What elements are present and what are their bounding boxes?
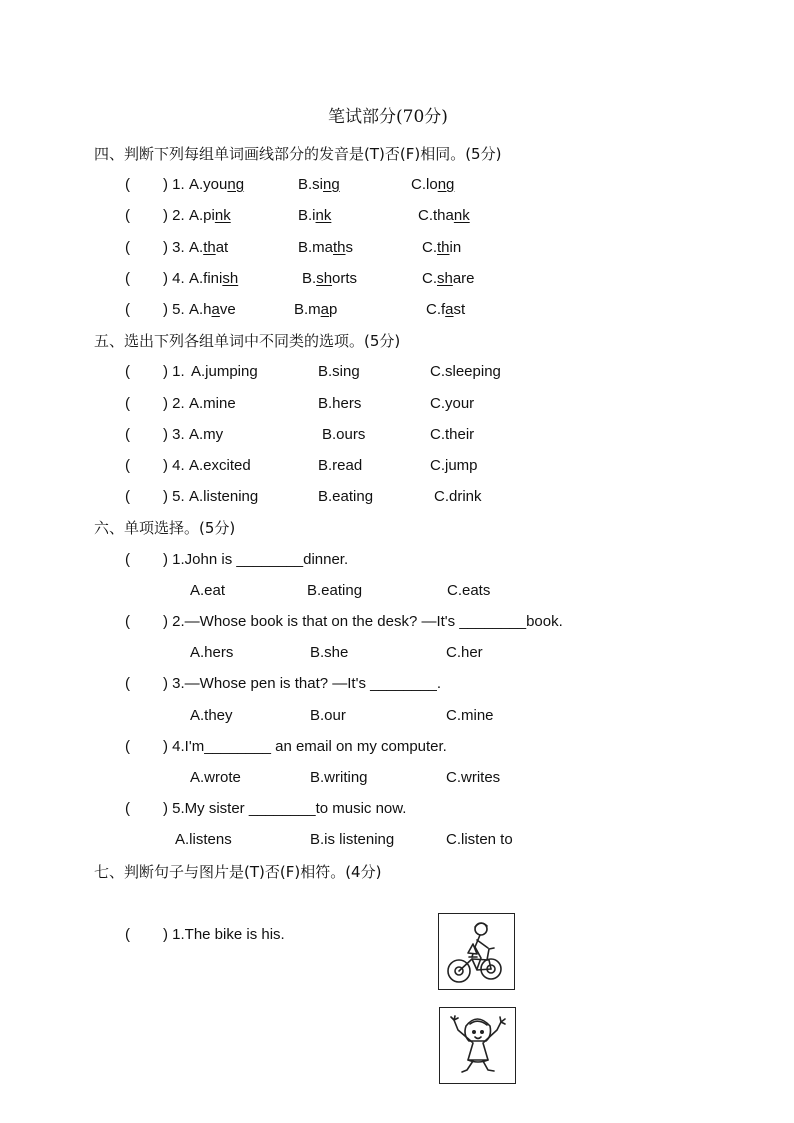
answer-paren: ( (125, 395, 130, 412)
option-text: C. (422, 239, 437, 256)
question-number: ) 4. (163, 457, 185, 474)
section-6-question-2 (125, 613, 563, 631)
underlined-sound: ng (437, 176, 455, 193)
underlined-sound: ng (227, 176, 245, 193)
option-c[interactable]: C.mine (446, 707, 494, 724)
section-4-question-2 (125, 207, 185, 225)
option-b[interactable]: B.writing (310, 769, 368, 786)
underlined-sound: a (211, 301, 220, 318)
underlined-sound: a (320, 301, 330, 318)
option-c (411, 176, 454, 194)
option-text: C. (422, 270, 437, 287)
underlined-sound: nk (315, 207, 332, 224)
answer-paren: ( (125, 363, 130, 380)
underlined-sound: ng (323, 176, 340, 193)
option-text: p (329, 301, 338, 318)
section-4-question-5 (125, 301, 185, 319)
option-a (189, 207, 231, 225)
answer-paren: ( (125, 457, 130, 474)
option-a[interactable]: A.wrote (190, 769, 241, 786)
answer-paren: ( (125, 926, 130, 943)
option-b: B.read (318, 457, 363, 474)
option-text: in (449, 239, 462, 256)
option-c: C.your (430, 395, 475, 412)
option-text: C.f (426, 301, 446, 318)
answer-paren: ( (125, 738, 130, 755)
option-c (422, 239, 461, 257)
option-text: C.tha (418, 207, 454, 224)
option-c: C.drink (434, 488, 482, 505)
section-6-question-1 (125, 551, 348, 569)
option-b: B.eating (318, 488, 374, 505)
question-text: ) 1.John is ________dinner. (163, 551, 349, 568)
option-b[interactable]: B.eating (307, 582, 363, 599)
option-text: C.lo (411, 176, 438, 193)
option-b: B.ours (322, 426, 366, 443)
option-text: B.ma (298, 239, 334, 256)
underlined-sound: nk (214, 207, 231, 224)
option-a[interactable]: A.hers (190, 644, 234, 661)
question-text: ) 1.The bike is his. (163, 926, 285, 943)
option-a: A.mine (189, 395, 236, 412)
section-7-heading: 七、判断句子与图片是(T)否(F)相符。(4分) (94, 863, 382, 881)
option-text: B.si (298, 176, 324, 193)
option-c[interactable]: C.eats (447, 582, 491, 599)
answer-paren: ( (125, 800, 130, 817)
section-6-heading: 六、单项选择。(5分) (94, 519, 236, 537)
option-b (298, 207, 331, 225)
question-number: ) 3. (163, 239, 185, 256)
option-b (298, 176, 340, 194)
option-a[interactable]: A.listens (175, 831, 232, 848)
option-text: A. (189, 239, 204, 256)
question-number: ) 2. (163, 207, 185, 224)
option-text: A.you (189, 176, 228, 193)
option-text: B.m (294, 301, 321, 318)
option-text: B.i (298, 207, 316, 224)
option-a: A.jumping (191, 363, 258, 380)
section-5-question-3 (125, 426, 185, 444)
option-text: at (215, 239, 229, 256)
underlined-sound: sh (316, 270, 333, 287)
section-5-question-1 (125, 363, 185, 381)
underlined-sound: sh (222, 270, 239, 287)
underlined-sound: th (333, 239, 346, 256)
question-number: ) 1. (163, 363, 185, 380)
option-c[interactable]: C.listen to (446, 831, 513, 848)
question-text: ) 2.—Whose book is that on the desk? —It's ________book. (163, 613, 563, 630)
answer-paren: ( (125, 239, 130, 256)
answer-paren: ( (125, 207, 130, 224)
option-b (302, 270, 357, 288)
option-a[interactable]: A.they (190, 707, 233, 724)
option-c: C.their (430, 426, 475, 443)
option-text: A.pi (189, 207, 215, 224)
section-5-heading: 五、选出下列各组单词中不同类的选项。(5分) (94, 332, 401, 350)
option-text: are (452, 270, 475, 287)
question-number: ) 5. (163, 488, 185, 505)
section-4-question-1 (125, 176, 185, 194)
bike-rider-image (438, 913, 515, 990)
question-number: ) 2. (163, 395, 185, 412)
option-b (298, 239, 353, 257)
option-a (189, 270, 238, 288)
section-6-question-5 (125, 800, 406, 818)
section-5-question-5 (125, 488, 185, 506)
option-a (189, 176, 244, 194)
option-c (426, 301, 465, 319)
option-text: s (345, 239, 354, 256)
option-a[interactable]: A.eat (190, 582, 226, 599)
option-c[interactable]: C.writes (446, 769, 501, 786)
question-number: ) 4. (163, 270, 185, 287)
option-a (189, 239, 228, 257)
girl-jumping-illustration (440, 1008, 515, 1083)
option-text: st (453, 301, 466, 318)
answer-paren: ( (125, 488, 130, 505)
underlined-sound: a (445, 301, 454, 318)
option-text: ve (219, 301, 236, 318)
section-4-question-3 (125, 239, 185, 257)
section-5-question-4 (125, 457, 185, 475)
section-6-question-4 (125, 738, 447, 756)
option-b (294, 301, 337, 319)
option-c: C.jump (430, 457, 478, 474)
option-text: A.h (189, 301, 212, 318)
answer-paren: ( (125, 426, 130, 443)
option-a: A.listening (189, 488, 259, 505)
question-number: ) 1. (163, 176, 185, 193)
option-b[interactable]: B.she (310, 644, 349, 661)
section-5-question-2 (125, 395, 185, 413)
option-text: A.fini (189, 270, 223, 287)
question-number: ) 5. (163, 301, 185, 318)
option-a (189, 301, 236, 319)
option-text: B. (302, 270, 317, 287)
page-title: 笔试部分(70分) (328, 107, 448, 127)
underlined-sound: th (437, 239, 450, 256)
underlined-sound: nk (453, 207, 470, 224)
section-4-heading: 四、判断下列每组单词画线部分的发音是(T)否(F)相同。(5分) (94, 145, 502, 163)
answer-paren: ( (125, 301, 130, 318)
girl-jumping-image (439, 1007, 516, 1084)
option-c (418, 207, 470, 225)
question-text: ) 4.I'm________ an email on my computer. (163, 738, 447, 755)
underlined-sound: th (203, 239, 216, 256)
question-text: ) 5.My sister ________to music now. (163, 800, 407, 817)
answer-paren: ( (125, 613, 130, 630)
answer-paren: ( (125, 176, 130, 193)
section-6-question-3 (125, 675, 441, 693)
section-7-question-1 (125, 926, 285, 944)
option-b[interactable]: B.our (310, 707, 346, 724)
question-number: ) 3. (163, 426, 185, 443)
question-text: ) 3.—Whose pen is that? —It's ________. (163, 675, 442, 692)
answer-paren: ( (125, 551, 130, 568)
option-c (422, 270, 475, 288)
option-b: B.sing (318, 363, 360, 380)
bike-rider-illustration (439, 914, 514, 989)
section-4-question-4 (125, 270, 185, 288)
option-a: A.excited (189, 457, 251, 474)
answer-paren: ( (125, 270, 130, 287)
underlined-sound: sh (437, 270, 453, 287)
answer-paren: ( (125, 675, 130, 692)
option-a: A.my (189, 426, 224, 443)
option-c[interactable]: C.her (446, 644, 483, 661)
option-c: C.sleeping (430, 363, 501, 380)
option-b: B.hers (318, 395, 362, 412)
option-b[interactable]: B.is listening (310, 831, 395, 848)
option-text: orts (332, 270, 358, 287)
